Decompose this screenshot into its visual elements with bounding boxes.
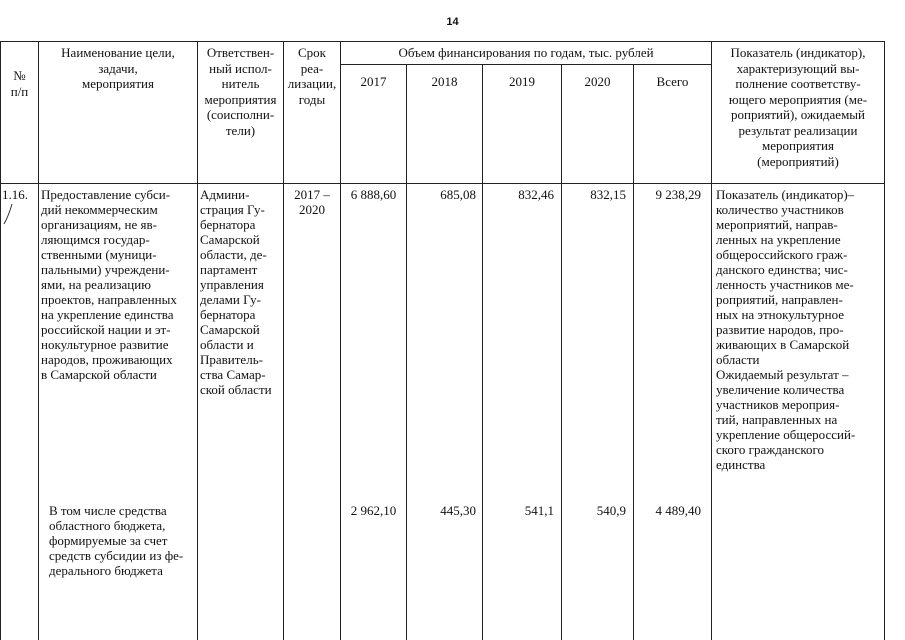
header-indicator: Показатель (индикатор), характеризующий вы- полнение соответству- ющего мероприятия (ме- роприятий), ожидаемый результат реализации мероприятия (мероприятий): [728, 45, 868, 169]
row-divider: [0, 183, 885, 184]
header-year-2018: 2018: [431, 74, 458, 89]
funding-table: [0, 41, 885, 640]
header-year-2017: 2017: [360, 74, 387, 89]
row-value-2017: 2 962,10: [350, 503, 397, 518]
column-divider: [482, 64, 483, 640]
row-executor: Админи- страция Гу- бернатора Самарской области, де- партамент управления делами Гу- бернатора Самарской области и Правитель- ства Самар- ской области: [200, 187, 272, 397]
column-divider: [561, 64, 562, 640]
row-name: В том числе средства областного бюджета, формируемые за счет средств субсидии из фе- дерального бюджета: [49, 503, 184, 578]
column-divider: [340, 41, 341, 640]
header-total: Всего: [656, 74, 689, 89]
row-name: Предоставление субси- дий некоммерческим организациям, не яв- ляющимся государ- ственными (муници- пальными) учреждени- ями, на реализацию проектов, направленных на укрепление единства российской нации и эт- нокультурное развитие народов, проживающих в Самарской области: [41, 187, 177, 382]
column-divider: [884, 41, 885, 640]
header-executor: Ответствен- ный испол- нитель мероприятия (соисполни- тели): [204, 45, 277, 138]
column-divider: [406, 64, 407, 640]
pen-tick-icon: [2, 203, 16, 225]
row-number: 1.16.: [2, 187, 28, 202]
header-num: № п/п: [10, 68, 29, 99]
header-year-2019: 2019: [509, 74, 535, 89]
row-divider: [0, 41, 885, 42]
header-funding-group: Объем финансирования по годам, тыс. рублей: [398, 45, 654, 60]
row-indicator: Показатель (индикатор)– количество участников мероприятий, направ- ленных на укрепление общероссийского граж- данского единства; чис- ленность участников ме- роприятий, направлен- ных на этнокультурное развитие народов, про- живающих в Самарской области Ожидаемый результат – увеличение количества участников мероприя- тий, направленных на укрепление общероссий- ского гражданского единства: [716, 187, 856, 472]
row-value-2019: 541,1: [524, 503, 554, 518]
row-value-2020: 540,9: [596, 503, 626, 518]
header-name: Наименование цели, задачи, мероприятия: [61, 45, 175, 91]
column-divider: [633, 64, 634, 640]
row-value-total: 9 238,29: [655, 187, 701, 202]
row-value-2018: 445,30: [440, 503, 476, 518]
header-year-2020: 2020: [584, 74, 611, 89]
header-term: Срок реа- лизации, годы: [287, 45, 337, 107]
column-divider: [0, 41, 1, 640]
page-number: 14: [446, 16, 459, 28]
row-term: 2017 – 2020: [294, 187, 330, 217]
row-value-total: 4 489,40: [655, 503, 701, 518]
column-divider: [38, 41, 39, 640]
row-value-2018: 685,08: [440, 187, 476, 202]
row-value-2019: 832,46: [518, 187, 554, 202]
row-divider: [340, 64, 711, 65]
row-value-2020: 832,15: [590, 187, 626, 202]
row-value-2017: 6 888,60: [350, 187, 397, 202]
